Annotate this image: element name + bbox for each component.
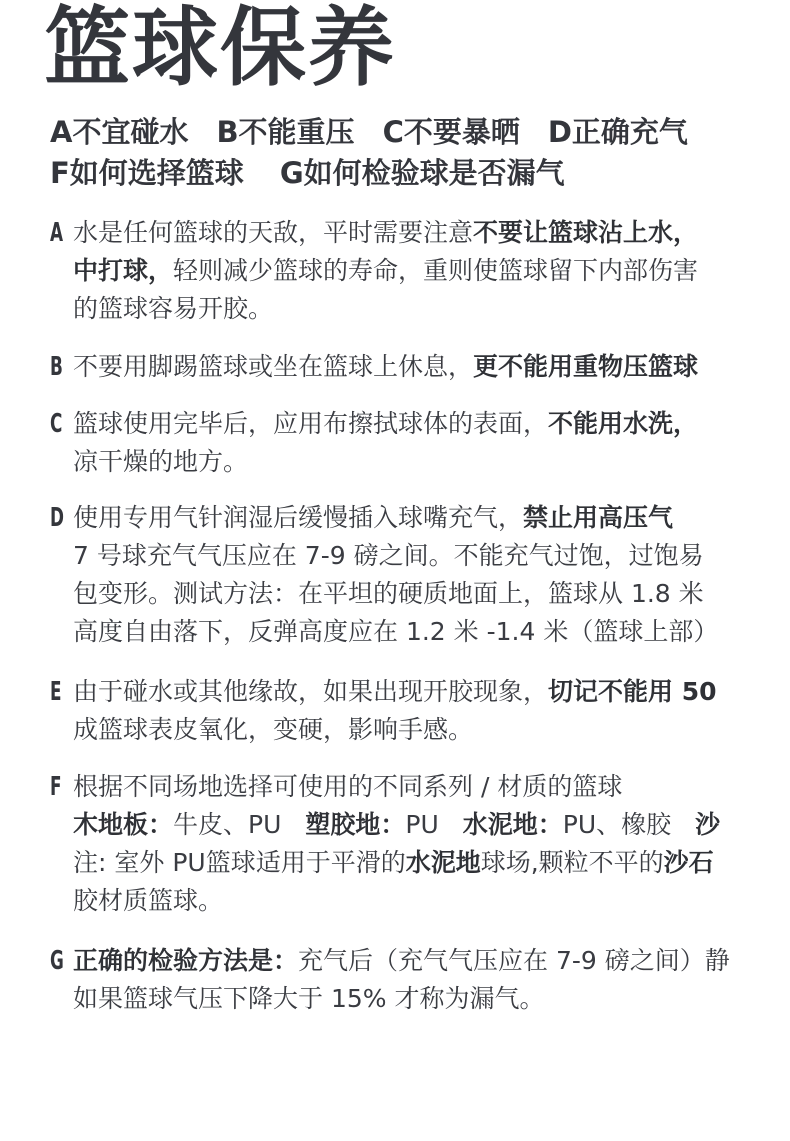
toc-line-1 bbox=[50, 114, 716, 150]
page-title: 篮球保养 bbox=[44, 0, 396, 98]
toc-item-g: G如何检验球是否漏气 bbox=[279, 156, 565, 190]
section-letter: C bbox=[50, 409, 63, 439]
section-a-line-1 bbox=[73, 214, 790, 252]
text: 水是任何篮球的天敌，平时需要注意 bbox=[73, 218, 474, 247]
section-c bbox=[50, 405, 790, 481]
section-a bbox=[50, 214, 790, 328]
section-d-line-1 bbox=[73, 499, 790, 537]
text: 牛皮、PU bbox=[173, 810, 282, 839]
section-f-line-3 bbox=[73, 844, 790, 882]
text: 篮球使用完毕后，应用布擦拭球体的表面， bbox=[73, 409, 549, 438]
text: 注: 室外 PU篮球适用于平滑的 bbox=[73, 848, 406, 877]
section-c-line-2: 凉干燥的地方。 bbox=[73, 447, 249, 476]
bold-text: 更不能用重物压篮球 bbox=[473, 352, 699, 381]
section-f-line-4: 胶材质篮球。 bbox=[73, 886, 224, 915]
bold-text: 木地板： bbox=[73, 810, 174, 839]
section-g-line-2: 如果篮球气压下降大于 15% 才称为漏气。 bbox=[73, 984, 545, 1013]
bold-text: 沙 bbox=[695, 810, 721, 839]
bold-text: 不能用水洗， bbox=[548, 409, 699, 438]
section-e-line-1 bbox=[73, 673, 790, 711]
section-g bbox=[50, 942, 790, 1018]
section-e-line-2: 成篮球表皮氧化，变硬，影响手感。 bbox=[73, 715, 474, 744]
section-letter: B bbox=[50, 352, 63, 382]
section-f-line-1: 根据不同场地选择可使用的不同系列 / 材质的篮球 bbox=[73, 772, 623, 801]
text: 球场,颗粒不平的 bbox=[480, 848, 664, 877]
section-a-line-3: 的篮球容易开胶。 bbox=[73, 294, 274, 323]
section-letter: F bbox=[50, 772, 62, 802]
bold-text: 水泥地 bbox=[405, 848, 481, 877]
section-d-line-4: 高度自由落下，反弹高度应在 1.2 米 -1.4 米（篮球上部） bbox=[73, 617, 719, 646]
text: 充气后（充气气压应在 7-9 磅之间）静 bbox=[298, 946, 730, 975]
section-c-line-1 bbox=[73, 405, 790, 443]
bold-text: 塑胶地： bbox=[305, 810, 406, 839]
section-b-line-1 bbox=[73, 348, 790, 386]
text: 轻则减少篮球的寿命，重则使篮球留下内部伤害 bbox=[173, 256, 699, 285]
text: 使用专用气针润湿后缓慢插入球嘴充气， bbox=[73, 503, 524, 532]
section-letter: A bbox=[50, 218, 64, 248]
section-letter: D bbox=[50, 503, 64, 533]
section-b bbox=[50, 348, 790, 386]
section-letter: G bbox=[50, 946, 64, 976]
bold-text: 沙石 bbox=[663, 848, 714, 877]
text: 由于碰水或其他缘故，如果出现开胶现象， bbox=[73, 677, 549, 706]
bold-text: 水泥地： bbox=[462, 810, 563, 839]
section-d bbox=[50, 499, 790, 651]
section-d-line-3: 包变形。测试方法：在平坦的硬质地面上，篮球从 1.8 米 bbox=[73, 579, 704, 608]
toc-item-c: C不要暴晒 bbox=[382, 115, 520, 149]
section-g-line-1 bbox=[73, 942, 790, 980]
text: 不要用脚踢篮球或坐在篮球上休息， bbox=[73, 352, 474, 381]
bold-text: 禁止用高压气 bbox=[523, 503, 674, 532]
bold-text: 不要让篮球沾上水， bbox=[473, 218, 699, 247]
toc-line-2 bbox=[50, 155, 593, 191]
bold-text: 正确的检验方法是： bbox=[73, 946, 299, 975]
section-d-line-2: 7 号球充气气压应在 7-9 磅之间。不能充气过饱，过饱易 bbox=[73, 541, 704, 570]
text: PU bbox=[405, 810, 439, 839]
section-e bbox=[50, 673, 790, 749]
section-f bbox=[50, 768, 790, 920]
toc-item-a: A不宜碰水 bbox=[50, 115, 189, 149]
section-f-line-2 bbox=[73, 806, 790, 844]
section-letter: E bbox=[50, 677, 62, 707]
bold-text: 切记不能用 50 bbox=[548, 677, 717, 706]
section-a-line-2 bbox=[73, 252, 790, 290]
bold-text: 中打球， bbox=[73, 256, 174, 285]
text: PU、橡胶 bbox=[562, 810, 672, 839]
toc-item-b: B不能重压 bbox=[216, 115, 355, 149]
toc-item-d: D正确充气 bbox=[547, 115, 688, 149]
toc-item-f: F如何选择篮球 bbox=[50, 156, 244, 190]
